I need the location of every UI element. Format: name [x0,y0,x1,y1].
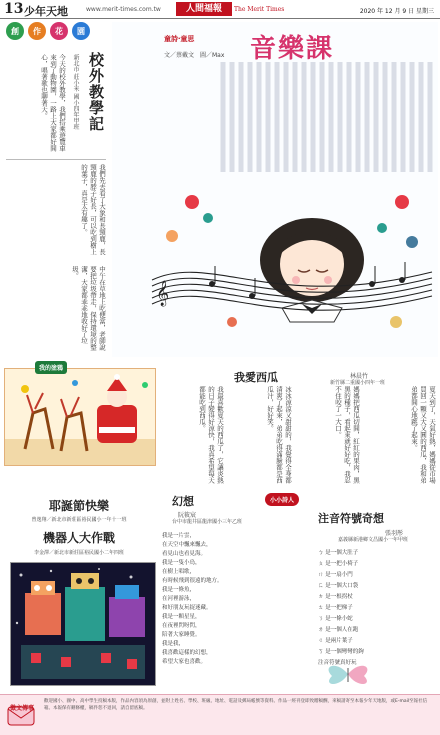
poem-line: 在天空中飄來飄去， [162,542,212,548]
poem-line: ㄋ 是一條小蛇 [318,616,353,622]
masthead-logo: 人間福報 [176,2,232,16]
poem-line: ㄈ 是一個大口袋 [318,583,359,589]
poem-background [112,22,438,357]
section-title: 少年天地 [24,5,68,18]
poem-line: ㄊ 是一把梯子 [318,605,353,611]
little-poet-badge: 小小詩人 [265,493,299,506]
watermelon-school: 新竹縣二重國小四年一班 [330,380,386,386]
butterfly-decoration [318,660,378,688]
poem-line: ㄉ 是一根拐杖 [318,594,353,600]
poem-line: 在夜裡閃呀閃， [162,623,201,629]
robot-drawing [10,562,156,686]
poem-line: ㄌ 是一個人在跑 [318,627,359,633]
essay-paragraph: 今天的校外教學，我們搭乘遊覽車來到了動物園，一路上大家都好開心，唱著歌也聊著天。 [40,54,66,152]
page-number: 13 [4,1,24,17]
footer-text: 歡迎國小、國中、高中學生投稿本版，作品內容須為原創，並附上姓名、學校、班級、地址、電話及郵局帳號等資料。作品一經刊登即致贈稿酬，來稿請寄至本報少年天地版，或E-mail至報社信箱。本報保有刪修權，稿件恕不退回，請自留底稿。 [44,699,428,711]
poem-line: 希望大家也喜歡。 [162,659,207,665]
pill-1: 創 [6,22,24,40]
poem-line: ㄅ 是一個大肚子 [318,550,359,556]
page-header [0,0,440,19]
zhuyin-title: 注音符號奇想 [318,512,384,525]
poem-line: ㄇ 是一扇小門 [318,572,353,578]
poem-line: 我是一顆星星， [162,614,201,620]
watermelon-body [160,386,436,484]
essay-paragraph: 我們先去看了大象和長頸鹿，長頸鹿的脖子好長，可以吃到樹上的葉子，真是太有趣了。 [80,164,106,255]
essay-paragraph: 中午在草地上吃便當，老師說要把垃圾帶走，保持環境的整潔，大家都乖乖地收好了垃圾。 [71,266,106,351]
pill-2: 作 [28,22,46,40]
poem-title: 音樂課 [250,34,335,64]
poem-line: 看見山也看見海。 [162,551,207,557]
svg-text:𝄞: 𝄞 [156,281,170,306]
art2-byline: 李金澤／新北市新莊區裕民國小二年四班 [33,550,124,556]
fantasy-poem [162,532,312,667]
call-for-submissions [0,694,440,735]
fantasy-title: 幻想 [172,495,194,508]
masthead-logo-en: The Merit Times [234,6,285,13]
poem-line: ㄆ 是一把小椅子 [318,561,359,567]
zhuyin-poem [318,548,436,669]
poem-line: 我喜歡這樣的幻想， [162,650,212,656]
poem-line: 陪著大家睡覺。 [162,632,201,638]
poem-tag: 童詩‧童思 [164,35,195,43]
issue-date: 2020 年 12 月 9 日 星期三 [359,8,434,15]
section-pills [6,22,108,40]
fantasy-school: 台中市龍井區龍津國小三年乙班 [172,519,243,525]
watermelon-paragraph: 我最喜歡夏天的西瓜了，它讓炎熱的日子變得好涼快，我真希望每天都能吃到西瓜。 [198,386,224,484]
poem-credit: 文／蔡戴文 圖／Max [164,52,225,59]
poem-line: ㄍ 是兩片葉子 [318,638,353,644]
essay-author: 新北市 莊小米 國小四年甲班 [72,54,79,130]
footer-title: 徵文傳事 [9,705,34,712]
art2-caption: 機器人大作戰 [42,531,115,545]
poem-line: 我是一片雲， [162,533,196,539]
poem-line: 我是一隻小鳥， [162,560,201,566]
poem-line: 注音符號真好玩 [318,660,357,666]
poem-line: 和好朋友玩捉迷藏。 [162,605,212,611]
feature-label: 我的塗鴉 [35,361,67,374]
poem-line: 我是一條魚， [162,587,196,593]
poem-line: 我是我， [162,641,185,647]
watermelon-paragraph: 冰冰涼涼又甜甜的，我覺得全身都清爽了起來，弟弟吃得滿臉都是西瓜汁，好好笑。 [266,386,292,484]
poem-panel [112,22,438,357]
watermelon-author: 林晨竹 [350,373,369,380]
zhuyin-school: 嘉義縣新港鄉文昌國小一年甲班 [338,537,409,543]
divider [6,159,106,160]
watermelon-paragraph: 媽媽把西瓜切開，紅紅的果肉，黑黑的種子，看起來就好好吃，我忍不住咬了一大口。 [334,386,360,484]
pill-3: 花 [50,22,68,40]
art1-byline: 曾逸翔／新北市新莊區裕民國小一年十一班 [31,517,127,523]
essay-title: 校外教學記 [87,52,105,132]
poem-line: 在河裡游泳， [162,596,196,602]
watermelon-title: 我愛西瓜 [234,371,278,384]
fantasy-author: 阮筱宸 [178,512,197,519]
poem-line: 有時候飛到很遠的地方。 [162,578,223,584]
pill-4: 園 [72,22,90,40]
website-url[interactable]: www.merit-times.com.tw [86,6,161,13]
poem-line: ㄎ 是一個彎彎的鉤 [318,649,364,655]
poem-line: 在樹上唱歌， [162,569,196,575]
art1-caption: 耶誕節快樂 [48,499,109,513]
zhuyin-author: 張羽彤 [385,530,404,537]
watermelon-paragraph: 夏天到了，天氣好熱，媽媽從市場買回一顆又大又圓的西瓜，我和弟弟都開心地跳了起來。 [410,386,436,484]
essay-column [4,22,108,357]
christmas-drawing [4,365,156,466]
